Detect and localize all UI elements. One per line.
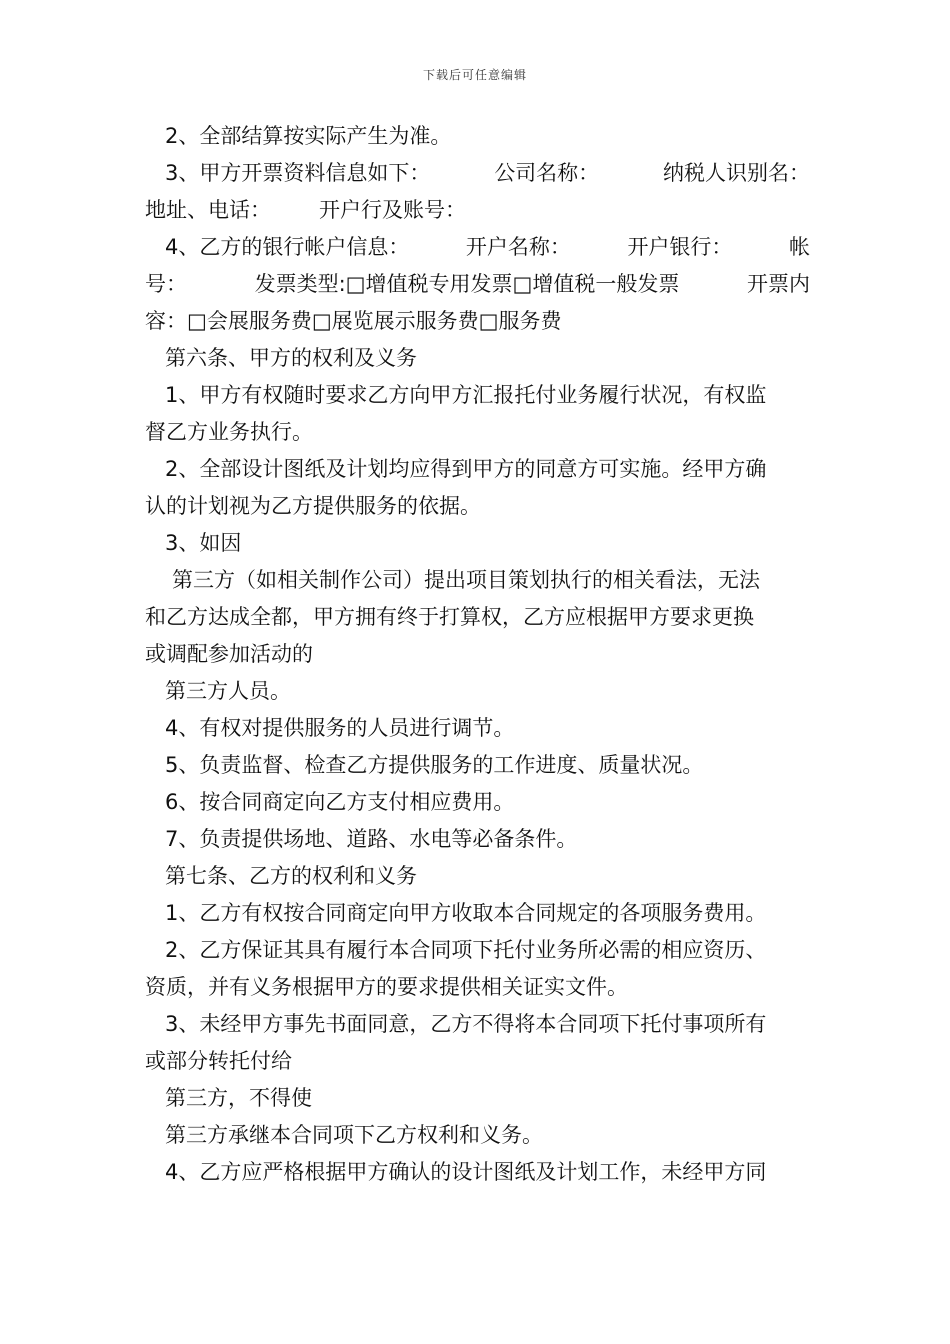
taxpayer-id-label: 纳税人识别名： [663,161,810,185]
invoice-info-label: 3、甲方开票资料信息如下： [165,161,431,185]
paragraph-line: 或调配参加活动的 [145,642,313,666]
bank-name-label: 开户银行： [627,235,733,259]
invoice-content-label-start: 开票内 [746,272,810,296]
paragraph-line: 认的计划视为乙方提供服务的依据。 [145,494,481,518]
paragraph-line: 第三方（如相关制作公司）提出项目策划执行的相关看法，无法 [172,568,760,592]
section-heading: 第七条、乙方的权利和义务 [165,864,417,888]
paragraph-line: 或部分转托付给 [145,1049,292,1073]
address-bank-line [145,192,810,229]
paragraph-line: 2、全部结算按实际产生为准。 [165,124,452,148]
section-heading: 第六条、甲方的权利及义务 [165,346,417,370]
paragraph-line: 和乙方达成全都，甲方拥有终于打算权，乙方应根据甲方要求更换 [145,605,754,629]
paragraph-line: 1、乙方有权按合同商定向甲方收取本合同规定的各项服务费用。 [165,901,767,925]
page-header: 下载后可任意编辑 [422,68,527,82]
paragraph-line: 1、甲方有权随时要求乙方向甲方汇报托付业务履行状况，有权监 [165,383,767,407]
paragraph-line: 2、乙方保证其具有履行本合同项下托付业务所必需的相应资历、 [165,938,767,962]
paragraph-line: 第三方人员。 [165,679,291,703]
paragraph-line: 4、乙方应严格根据甲方确认的设计图纸及计划工作，未经甲方同 [165,1160,767,1184]
paragraph-line: 督乙方业务执行。 [145,420,313,444]
bank-info-label: 4、乙方的银行帐户信息： [165,235,410,259]
paragraph-line: 4、有权对提供服务的人员进行调节。 [165,716,515,740]
bank-account-label: 开户行及账号： [319,198,466,222]
invoice-content-line: 容：□会展服务费□展览展示服务费□服务费 [145,309,562,333]
paragraph-line: 6、按合同商定向乙方支付相应费用。 [165,790,515,814]
company-name-label: 公司名称： [494,161,600,185]
address-phone-label: 地址、电话： [145,198,271,222]
paragraph-line: 2、全部设计图纸及计划均应得到甲方的同意方可实施。经甲方确 [165,457,767,481]
paragraph-line: 3、未经甲方事先书面同意，乙方不得将本合同项下托付事项所有 [165,1012,767,1036]
paragraph-line: 5、负责监督、检查乙方提供服务的工作进度、质量状况。 [165,753,704,777]
account-number-label-start: 帐 [788,235,810,259]
account-number-label-end: 号： [145,272,187,296]
paragraph-line: 7、负责提供场地、道路、水电等必备条件。 [165,827,578,851]
paragraph-line: 资质，并有义务根据甲方的要求提供相关证实文件。 [145,975,628,999]
paragraph-line: 3、如因 [165,531,242,555]
invoice-type-options: 发票类型:□增值税专用发票□增值税一般发票 [254,272,680,296]
paragraph-line: 第三方，不得使 [165,1086,312,1110]
account-name-label: 开户名称： [465,235,571,259]
paragraph-line: 第三方承继本合同项下乙方权利和义务。 [165,1123,543,1147]
bank-info-line [145,229,810,266]
document-body [145,118,810,1191]
invoice-type-line [145,266,810,303]
invoice-info-line [145,155,810,192]
